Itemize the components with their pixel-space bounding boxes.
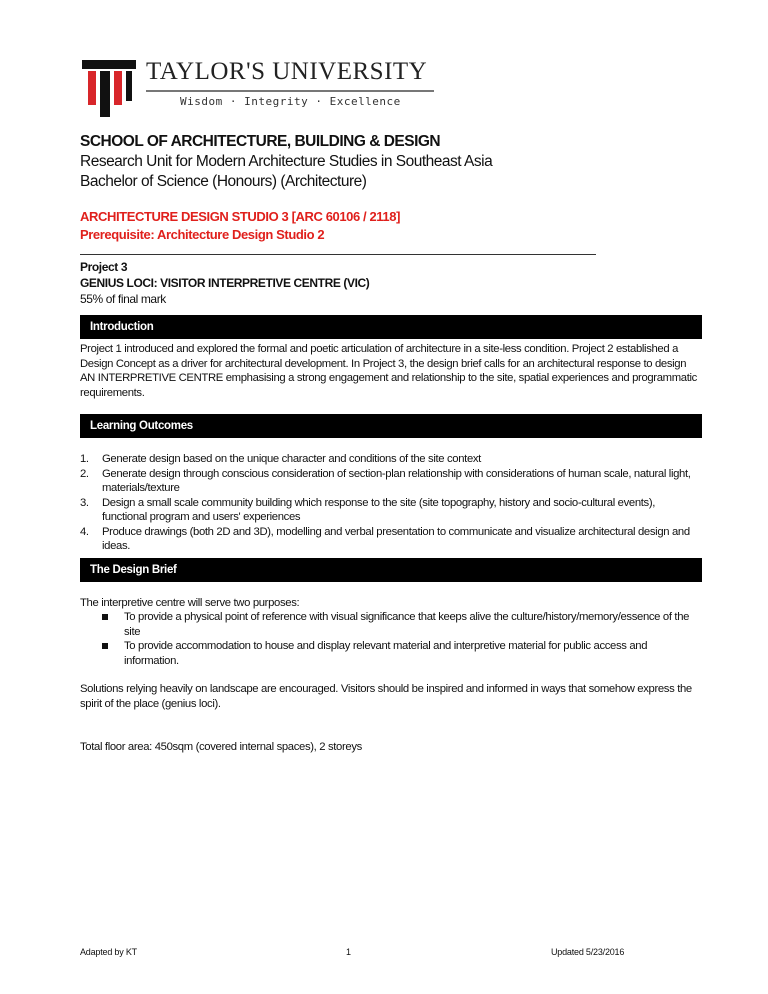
section-header-introduction: Introduction	[80, 315, 702, 339]
logo-name: TAYLOR'S UNIVERSITY	[146, 58, 428, 85]
brief-lead: The interpretive centre will serve two purposes:	[80, 596, 300, 609]
section-header-learning-outcomes: Learning Outcomes	[80, 414, 702, 438]
pillars-logo-icon	[80, 56, 140, 118]
university-logo	[80, 56, 440, 118]
item-text: To provide accommodation to house and display relevant material and interpretive material for public access and information.	[124, 640, 648, 667]
list-item	[80, 610, 702, 639]
list-item	[80, 496, 702, 525]
logo-divider	[146, 90, 434, 92]
page-number: 1	[346, 947, 351, 957]
school-name: SCHOOL OF ARCHITECTURE, BUILDING & DESIGN	[80, 133, 441, 150]
course-title: ARCHITECTURE DESIGN STUDIO 3 [ARC 60106 / 2118]	[80, 209, 401, 224]
logo-motto: Wisdom · Integrity · Excellence	[180, 95, 401, 108]
item-text: Generate design through conscious consideration of section-plan relationship with considerations of human scale, natural light, materials/texture	[102, 467, 691, 494]
list-item	[80, 452, 702, 467]
floor-area: Total floor area: 450sqm (covered internal spaces), 2 storeys	[80, 741, 362, 753]
item-number: 1.	[80, 453, 89, 465]
project-title: GENIUS LOCI: VISITOR INTERPRETIVE CENTRE (VIC)	[80, 276, 370, 290]
bullet-icon	[102, 614, 108, 620]
introduction-text: Project 1 introduced and explored the formal and poetic articulation of architecture in a site-less condition. Project 2 established a Design Concept as a driver for architectural development. In Project 3, the design brief calls for an architectural response to design AN INTERPRETIVE CENTRE emphasising a strong engagement and relationship to the site, spatial experiences and programmatic requirements.	[80, 343, 697, 399]
divider	[80, 254, 596, 255]
item-number: 4.	[80, 525, 89, 538]
project-label: Project 3	[80, 260, 128, 274]
brief-bullets	[80, 610, 702, 668]
project-weight: 55% of final mark	[80, 292, 166, 306]
item-text: Generate design based on the unique character and conditions of the site context	[102, 453, 481, 465]
list-item	[80, 525, 702, 554]
learning-outcomes-list	[80, 452, 702, 554]
item-text: Design a small scale community building which response to the site (site topography, history and socio-cultural events), functional program and users' experiences	[102, 496, 656, 523]
document-body	[80, 132, 702, 755]
item-text: To provide a physical point of reference with visual significance that keeps alive the culture/history/memory/essence of the site	[124, 611, 690, 638]
bullet-icon	[102, 643, 108, 649]
section-header-design-brief: The Design Brief	[80, 558, 702, 582]
footer-updated: Updated 5/23/2016	[551, 947, 625, 957]
research-unit: Research Unit for Modern Architecture Studies in Southeast Asia	[80, 153, 493, 170]
list-item	[80, 639, 702, 668]
item-number: 3.	[80, 496, 89, 509]
footer-author: Adapted by KT	[80, 947, 137, 957]
item-text: Produce drawings (both 2D and 3D), modelling and verbal presentation to communicate and visualize architectural design and ideas.	[102, 525, 690, 552]
programme: Bachelor of Science (Honours) (Architecture)	[80, 173, 367, 190]
list-item	[80, 467, 702, 496]
brief-paragraph: Solutions relying heavily on landscape are encouraged. Visitors should be inspired and informed in ways that somehow express the spirit of the place (genius loci).	[80, 683, 692, 710]
item-number: 2.	[80, 467, 89, 480]
prerequisite: Prerequisite: Architecture Design Studio 2	[80, 227, 325, 242]
